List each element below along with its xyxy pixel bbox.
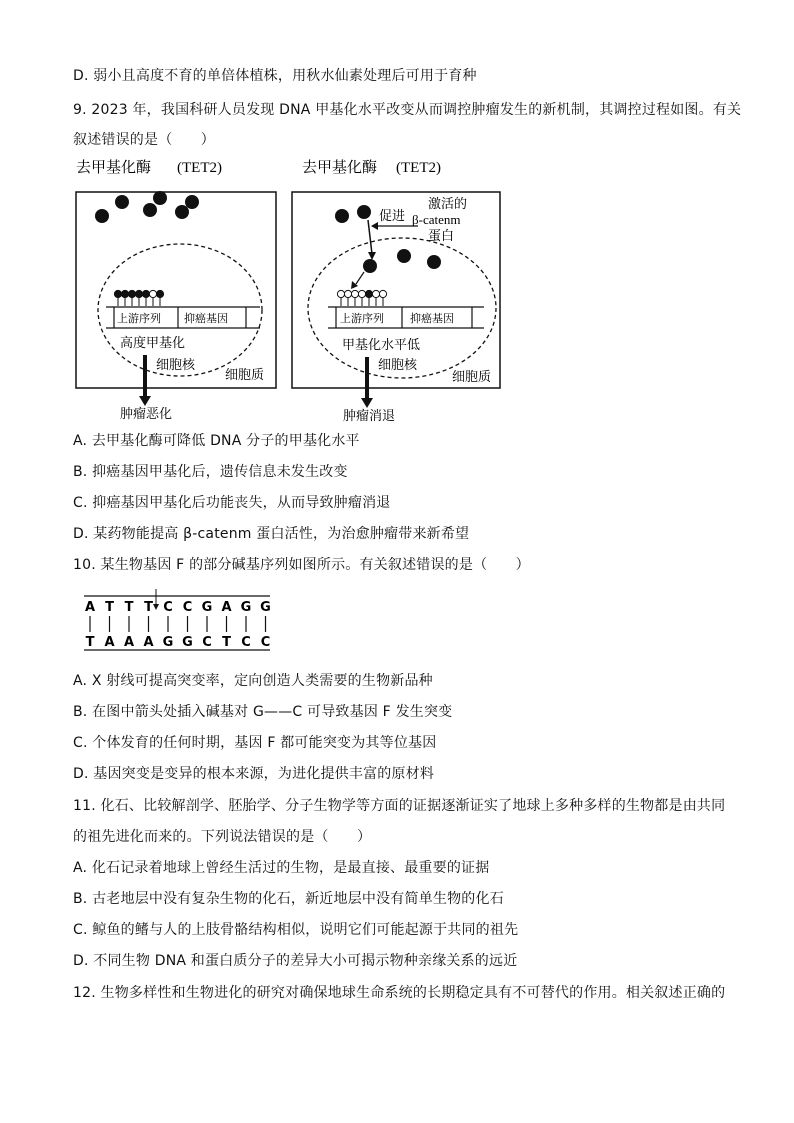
question-9-option-a: A. 去甲基化酶可降低 DNA 分子的甲基化水平: [73, 433, 360, 449]
question-9-option-b: B. 抑癌基因甲基化后，遗传信息未发生改变: [73, 464, 348, 480]
bottom-base-2: A: [123, 635, 135, 650]
top-base-5: C: [182, 600, 193, 615]
question-11-stem-1: 11. 化石、比较解剖学、胚胎学、分子生物学等方面的证据逐渐证实了地球上多种多样的生物都是由共同: [73, 798, 726, 814]
left-methyl-label: 高度甲基化: [120, 336, 186, 351]
top-base-8: G: [240, 600, 252, 615]
bottom-base-8: C: [241, 635, 251, 650]
right-methyl-label: 甲基化水平低: [342, 338, 421, 353]
right-outcome-arrowhead: [361, 398, 373, 408]
left-methyl-groups: [114, 290, 163, 306]
catenin-label: β-catenm: [412, 212, 461, 227]
question-8-option-d: D. 弱小且高度不育的单倍体植株，用秋水仙素处理后可用于育种: [73, 68, 477, 84]
top-base-3: T: [144, 600, 153, 615]
right-upstream-label: 上游序列: [340, 312, 384, 325]
question-10-stem: 10. 某生物基因 F 的部分碱基序列如图所示。有关叙述错误的是（ ）: [73, 557, 530, 573]
bottom-base-7: T: [222, 635, 231, 650]
bottom-base-4: G: [162, 635, 174, 650]
left-enzyme-dots: [95, 191, 199, 223]
insertion-arrowhead: [153, 604, 159, 610]
question-9-option-c: C. 抑癌基因甲基化后功能丧失，从而导致肿瘤消退: [73, 495, 391, 511]
top-base-2: T: [124, 600, 134, 615]
right-enzyme-dot-1: [335, 209, 349, 223]
top-base-6: G: [201, 600, 213, 615]
question-11-option-b: B. 古老地层中没有复杂生物的化石，新近地层中没有简单生物的化石: [73, 891, 504, 907]
top-base-1: T: [105, 600, 114, 615]
right-tet-label: (TET2): [396, 160, 441, 176]
enzyme-entry-arrow: [368, 220, 372, 254]
right-methyl-groups: [337, 290, 386, 306]
question-9-option-d: D. 某药物能提高 β-catenm 蛋白活性，为治愈肿瘤带来新希望: [73, 526, 470, 542]
top-base-0: A: [84, 600, 96, 615]
question-9-stem-2: 叙述错误的是（ ）: [73, 132, 215, 148]
left-outcome-arrowhead: [139, 396, 151, 406]
bottom-base-5: G: [182, 635, 193, 650]
question-10-option-c: C. 个体发育的任何时期，基因 F 都可能突变为其等位基因: [73, 735, 437, 751]
right-nucleus-label: 细胞核: [378, 358, 418, 373]
right-cytoplasm-label: 细胞质: [452, 370, 492, 385]
protein-label: 蛋白: [428, 229, 455, 244]
question-12-stem: 12. 生物多样性和生物进化的研究对确保地球生命系统的长期稳定具有不可替代的作用。相关叙述正确的: [73, 985, 726, 1001]
question-10-option-a: A. X 射线可提高突变率，定向创造人类需要的生物新品种: [73, 673, 433, 689]
left-cytoplasm-label: 细胞质: [225, 368, 265, 383]
right-enzyme-dot-2: [357, 205, 371, 219]
figure-9-methylation-diagram: [60, 150, 520, 430]
question-10-option-b: B. 在图中箭头处插入碱基对 G——C 可导致基因 F 发生突变: [73, 704, 453, 720]
left-outcome-label: 肿瘤恶化: [120, 407, 173, 422]
top-base-7: A: [221, 600, 232, 615]
right-outcome-label: 肿瘤消退: [343, 409, 396, 424]
activated-label: 激活的: [428, 197, 468, 212]
bottom-base-9: C: [260, 635, 271, 650]
top-base-4: C: [163, 600, 173, 615]
left-nucleus-ellipse: [98, 244, 262, 376]
bottom-base-0: T: [85, 635, 95, 650]
figure-10-dna-sequence: [80, 586, 280, 656]
question-11-stem-2: 的祖先进化而来的。下列说法错误的是（ ）: [73, 829, 372, 845]
question-11-option-a: A. 化石记录着地球上曾经生活过的生物，是最直接、最重要的证据: [73, 860, 490, 876]
left-nucleus-label: 细胞核: [156, 358, 196, 373]
promote-arrowhead: [371, 222, 378, 230]
question-10-option-d: D. 基因突变是变异的根本来源，为进化提供丰富的原材料: [73, 766, 435, 782]
right-suppressor-label: 抑癌基因: [410, 312, 454, 325]
left-upstream-label: 上游序列: [117, 312, 161, 325]
top-base-9: G: [260, 600, 271, 615]
left-enzyme-label: 去甲基化酶: [76, 158, 152, 176]
left-suppressor-label: 抑癌基因: [184, 312, 228, 325]
promote-label: 促进: [379, 209, 406, 224]
question-9-stem-1: 9. 2023 年，我国科研人员发现 DNA 甲基化水平改变从而调控肿瘤发生的新机制，其调控过程如图。有关: [73, 102, 742, 118]
right-enzyme-label: 去甲基化酶: [302, 158, 378, 176]
bottom-base-3: A: [143, 635, 154, 650]
bottom-base-1: A: [104, 635, 115, 650]
question-11-option-d: D. 不同生物 DNA 和蛋白质分子的差异大小可揭示物种亲缘关系的远近: [73, 953, 518, 969]
bottom-base-6: C: [202, 635, 212, 650]
left-tet-label: (TET2): [177, 160, 222, 176]
question-11-option-c: C. 鲸鱼的鳍与人的上肢骨骼结构相似，说明它们可能起源于共同的祖先: [73, 922, 519, 938]
